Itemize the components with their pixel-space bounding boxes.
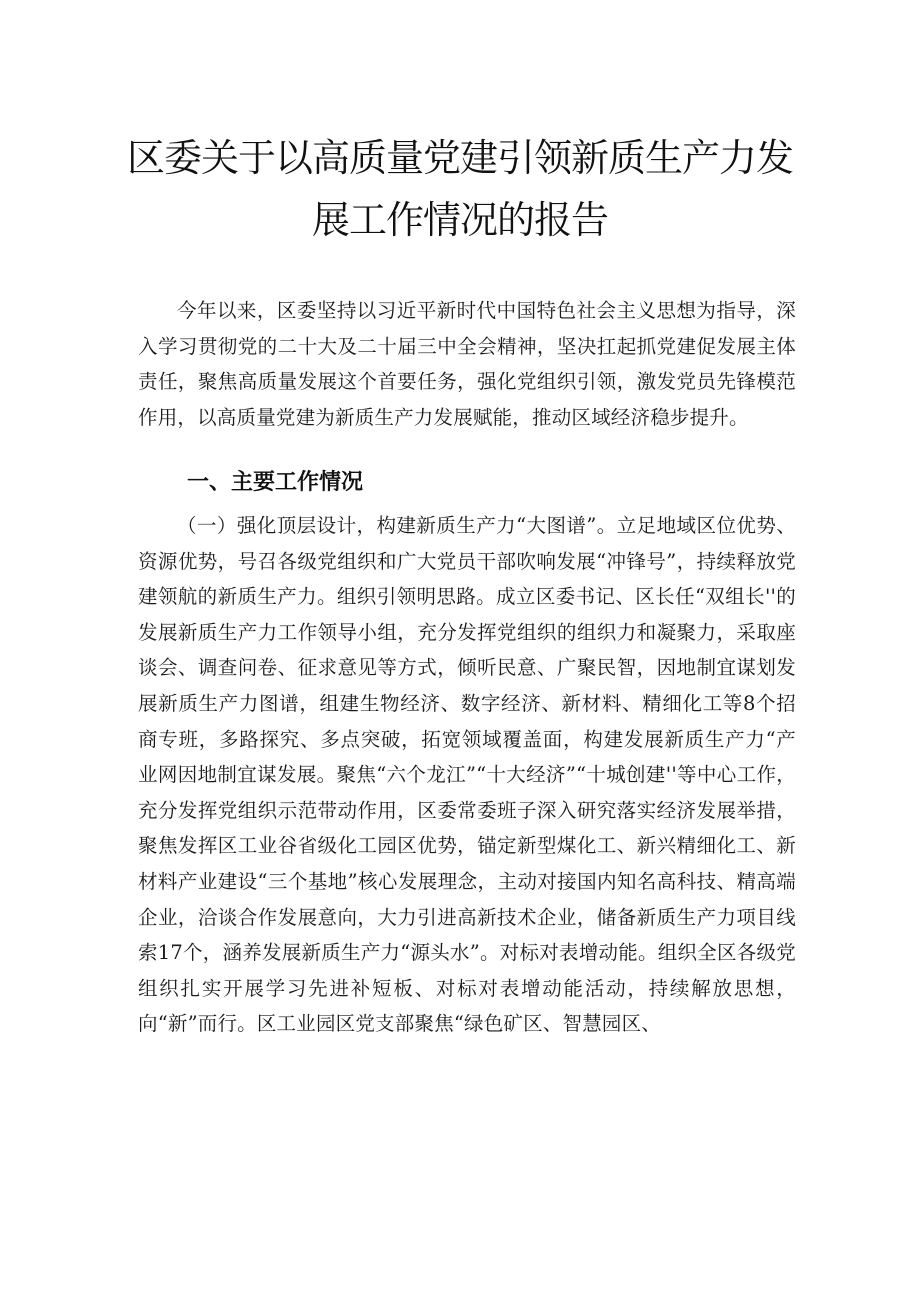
body-paragraph: （一）强化顶层设计，构建新质生产力“大图谱”。立足地域区位优势、资源优势，号召各级党组织和广大党员干部吹响发展“冲锋号”，持续释放党建领航的新质生产力。组织引领明思路。成立区委书记、区长任“双组长''的发展新质生产力工作领导小组，充分发挥党组织的组织力和凝聚力，采取座谈会、调查问卷、征求意见等方式，倾听民意、广聚民智，因地制宜谋划发展新质生产力图谱，组建生物经济、数字经济、新材料、精细化工等8个招商专班，多路探究、多点突破，拓宽领域覆盖面，构建发展新质生产力“产业网因地制宜谋发展。聚焦“六个龙江”“十大经济”“十城创建''等中心工作，充分发挥党组织示范带动作用，区委常委班子深入研究落实经济发展举措，聚焦发挥区工业谷省级化工园区优势，锚定新型煤化工、新兴精细化工、新材料产业建设“三个基地”核心发展理念，主动对接国内知名高科技、精高端企业，洽谈合作发展意向，大力引进高新技术企业，储备新质生产力项目线索17个，涵养发展新质生产力“源头水”。对标对表增动能。组织全区各级党组织扎实开展学习先进补短板、对标对表增动能活动，持续解放思想，向“新”而行。区工业园区党支部聚焦“绿色矿区、智慧园区、 (138, 514, 796, 1036)
section-heading: 一、主要工作情况 (187, 470, 364, 495)
intro-paragraph: 今年以来，区委坚持以习近平新时代中国特色社会主义思想为指导，深入学习贯彻党的二十大及二十届三中全会精神，坚决扛起抓党建促发展主体责任，聚焦高质量发展这个首要任务，强化党组织引领，激发党员先锋模范作用，以高质量党建为新质生产力发展赋能，推动区域经济稳步提升。 (138, 299, 796, 429)
document-title-line-1: 区委关于以高质量党建引领新质生产力发 (126, 136, 793, 180)
document-title-line-2: 展工作情况的报告 (311, 198, 608, 242)
